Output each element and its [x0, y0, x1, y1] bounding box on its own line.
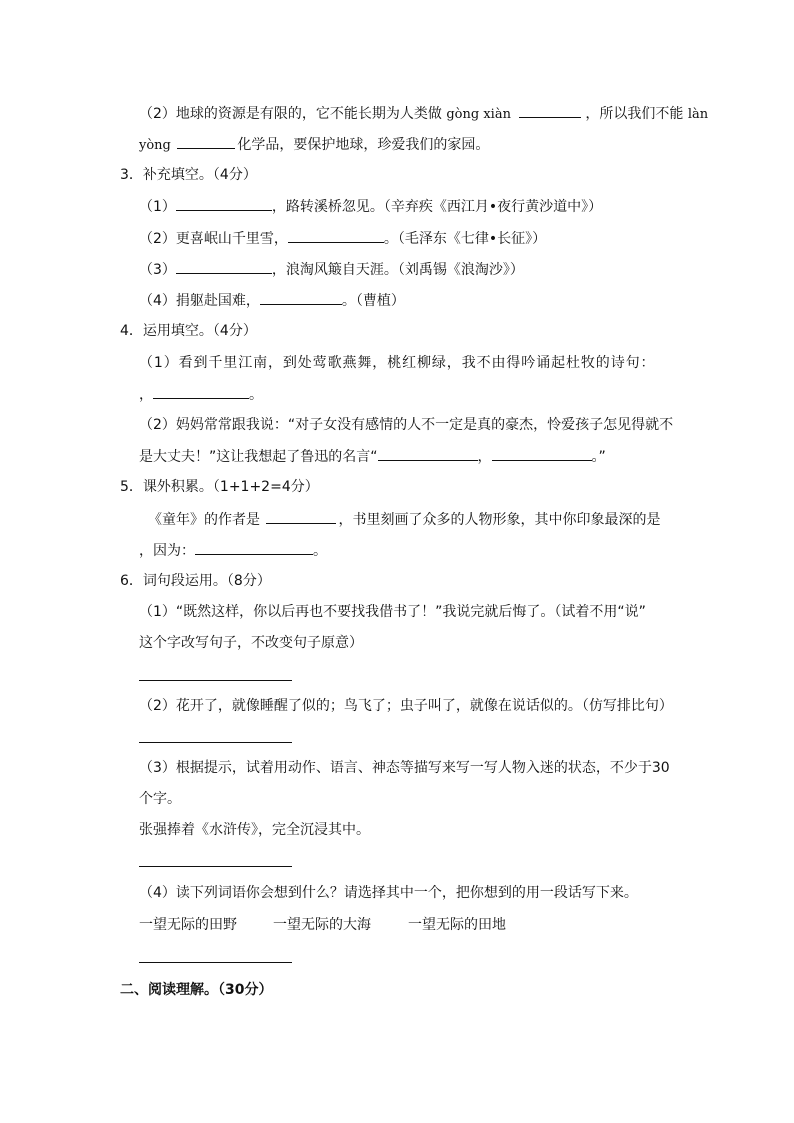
q6-answer-line-1[interactable]: [139, 680, 292, 681]
q4-blank-1[interactable]: [153, 384, 249, 399]
q6-item-3-line1: （3）根据提示，试着用动作、语言、神态等描写来写一写人物入迷的状态，不少于30: [139, 760, 670, 776]
q6-item-4-word-2: 一望无际的大海: [273, 917, 371, 933]
q4-item-2-text-c: 。”: [591, 449, 606, 465]
q4-item-2-line2: [139, 446, 606, 467]
q3-blank-4[interactable]: [260, 290, 342, 305]
q3-title: 3．补充填空。（4分）: [120, 167, 257, 183]
q4-item-1-line1: （1）看到千里江南，到处莺歌燕舞，桃红柳绿，我不由得吟诵起杜牧的诗句：: [139, 355, 656, 371]
q3-item-4: [139, 290, 405, 311]
q3-item-2-text-a: （2）更喜岷山千里雪，: [139, 231, 288, 247]
q4-item-1-comma: ，: [139, 387, 153, 403]
q6-item-2-line1: （2）花开了，就像睡醒了似的；鸟飞了；虫子叫了，就像在说话似的。（仿写排比句）: [139, 698, 673, 714]
q3-item-1-text: ，路转溪桥忽见。（辛弃疾《西江月•夜行黄沙道中》）: [271, 199, 603, 215]
section-2-heading: 二、阅读理解。（30分）: [120, 982, 273, 998]
q2-2-blank-1[interactable]: [519, 103, 581, 118]
q5-text-d: 。: [313, 543, 327, 559]
q3-item-2: [139, 228, 546, 249]
q3-item-4-text-b: 。（曹植）: [341, 293, 405, 309]
q3-item-2-text-b: 。（毛泽东《七律•长征》）: [383, 231, 547, 247]
q6-answer-line-2[interactable]: [139, 742, 292, 743]
q6-item-1-line2: 这个字改写句子，不改变句子原意）: [139, 635, 363, 651]
q4-blank-2[interactable]: [378, 446, 478, 461]
q3-item-3: [139, 259, 524, 280]
q3-item-3-text: ，浪淘风簸自天涯。（刘禹锡《浪淘沙》）: [271, 262, 524, 278]
q2-2-blank-2[interactable]: [177, 134, 235, 149]
q6-title: 6．词句段运用。（8分）: [120, 573, 271, 589]
q2-2-pinyin-gongxian: gòng xiàn: [446, 107, 511, 122]
q2-2-pinyin-lan: làn: [687, 107, 709, 122]
q6-item-3-line2: 个字。: [139, 791, 181, 807]
q5-line2: [139, 540, 327, 561]
q5-blank-reason[interactable]: [195, 540, 313, 555]
q6-item-1-line1: （1）“既然这样，你以后再也不要找我借书了！”我说完就后悔了。（试着不用“说”: [139, 604, 646, 620]
q6-answer-line-3[interactable]: [139, 866, 292, 867]
q6-item-4-word-3: 一望无际的田地: [408, 917, 506, 933]
q3-item-3-label: （3）: [139, 262, 176, 278]
q6-item-3-line3: 张强捧着《水浒传》，完全沉浸其中。: [139, 822, 370, 838]
q3-item-4-text-a: （4）捐躯赴国难，: [139, 293, 260, 309]
q5-blank-author[interactable]: [266, 509, 336, 524]
q6-answer-line-4[interactable]: [139, 962, 292, 963]
q5-text-c: ，因为：: [139, 543, 195, 559]
q3-item-1-label: （1）: [139, 199, 176, 215]
q4-title: 4．运用填空。（4分）: [120, 323, 257, 339]
q3-blank-1[interactable]: [176, 196, 272, 211]
q2-2-line1: [139, 103, 708, 125]
q3-blank-2[interactable]: [288, 228, 384, 243]
q4-item-2-text-a: 是大丈夫！”这让我想起了鲁迅的名言“: [139, 449, 378, 465]
q2-2-line2: [139, 134, 489, 156]
q3-item-1: [139, 196, 602, 217]
q6-item-4-line1: （4）读下列词语你会想到什么？请选择其中一个，把你想到的用一段话写下来。: [139, 885, 638, 901]
q4-item-1-period: 。: [249, 387, 263, 403]
q5-text-b: ，书里刻画了众多的人物形象，其中你印象最深的是: [338, 512, 661, 528]
q2-2-pinyin-yong: yòng: [139, 138, 171, 153]
q2-2-text-a: （2）地球的资源是有限的，它不能长期为人类做: [139, 106, 442, 122]
q6-item-4-word-1: 一望无际的田野: [139, 917, 237, 933]
q4-item-2-text-b: ，: [477, 449, 492, 465]
q4-blank-3[interactable]: [492, 446, 592, 461]
q4-item-1-line2: [139, 384, 263, 405]
q2-2-text-b: ，所以我们不能: [585, 106, 684, 122]
q5-line1: [148, 509, 660, 530]
q2-2-text-c: 化学品，要保护地球，珍爱我们的家园。: [237, 137, 490, 153]
q4-item-2-line1: （2）妈妈常常跟我说：“对子女没有感情的人不一定是真的豪杰，怜爱孩子怎见得就不: [139, 417, 674, 433]
q5-title: 5．课外积累。（1+1+2=4分）: [120, 479, 319, 495]
q3-blank-3[interactable]: [176, 259, 272, 274]
q5-text-a: 《童年》的作者是: [148, 512, 260, 528]
